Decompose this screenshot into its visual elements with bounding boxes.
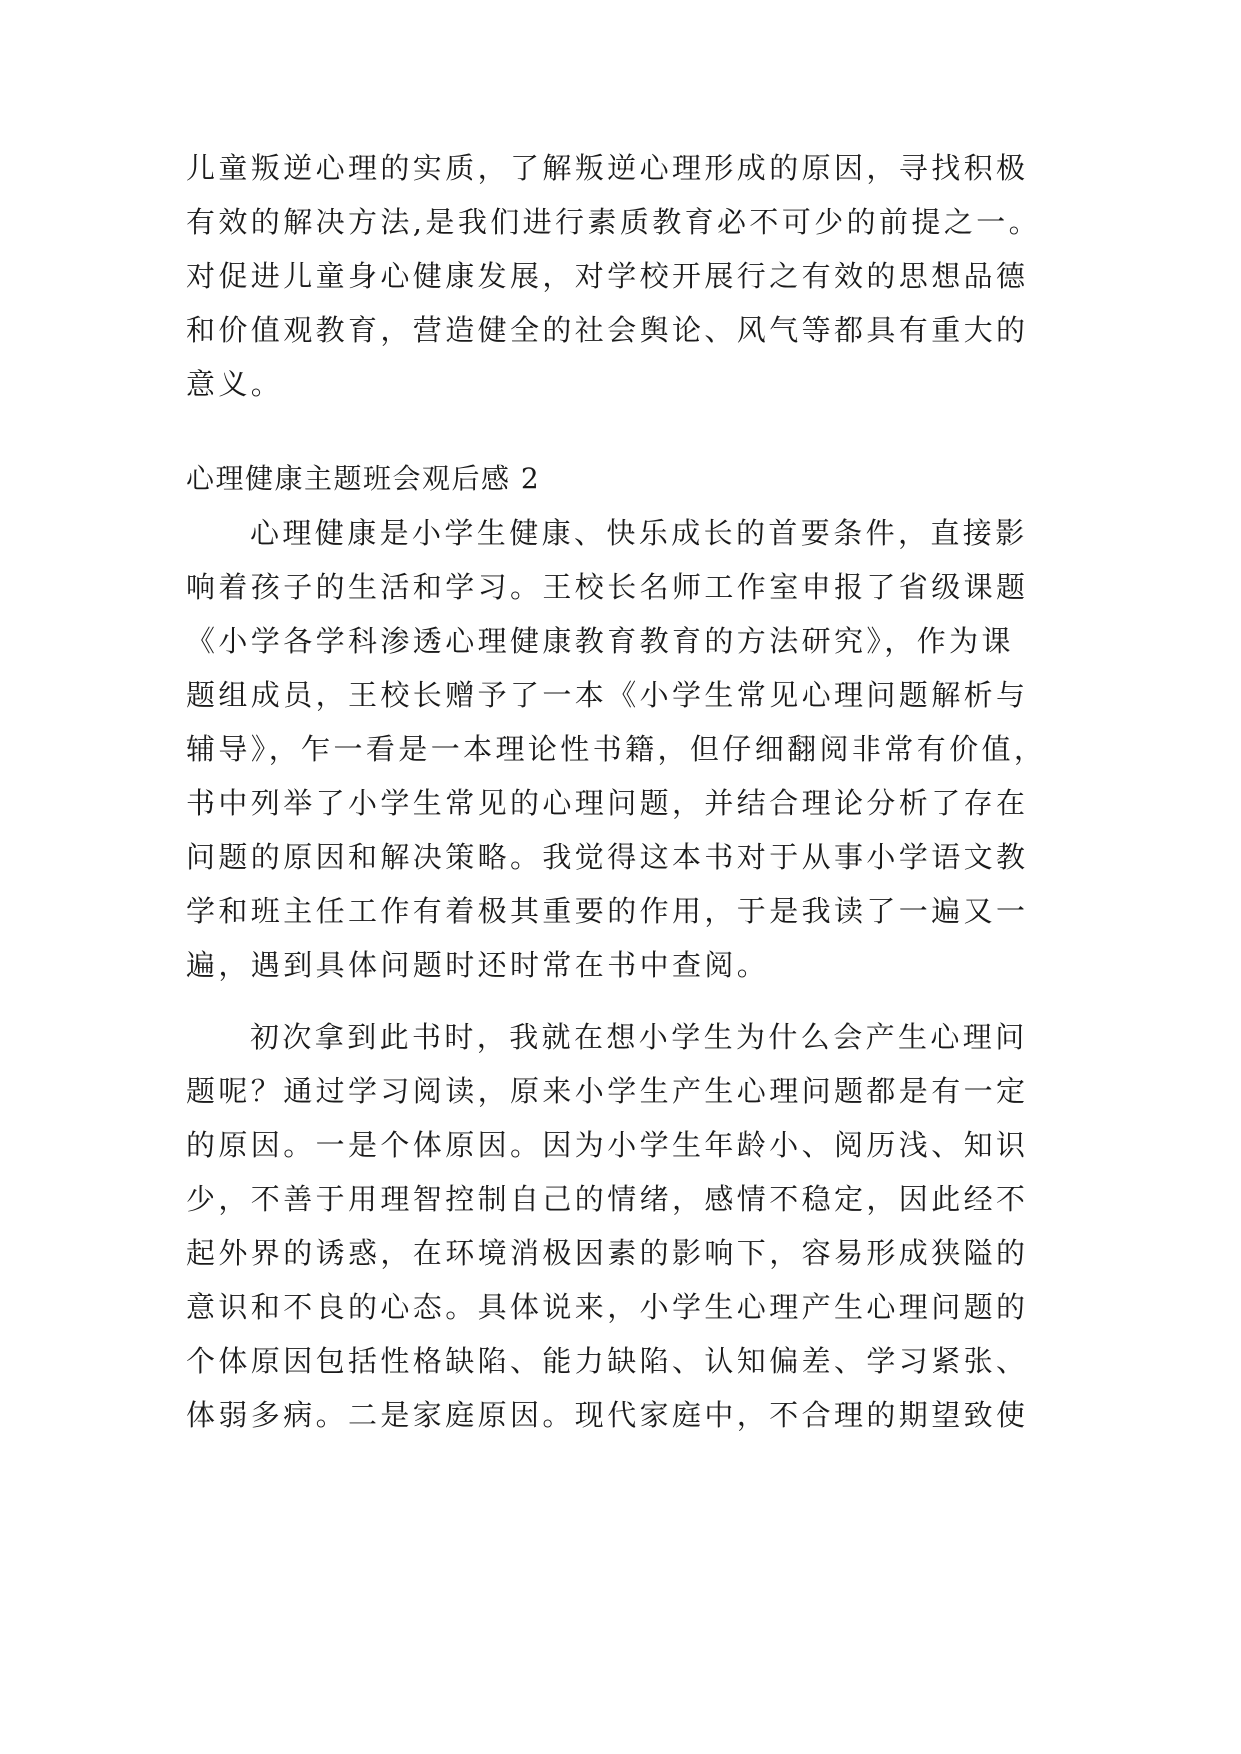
intro-line-4: 和价值观教育，营造健全的社会舆论、风气等都具有重大的 — [186, 313, 1029, 347]
para2-line-5: 起外界的诱惑，在环境消极因素的影响下，容易形成狭隘的 — [186, 1236, 1029, 1270]
para1-line-6: 书中列举了小学生常见的心理问题，并结合理论分析了存在 — [186, 786, 1029, 820]
para2-line-7: 个体原因包括性格缺陷、能力缺陷、认知偏差、学习紧张、 — [186, 1344, 1029, 1378]
para2-line-6: 意识和不良的心态。具体说来，小学生心理产生心理问题的 — [186, 1290, 1029, 1324]
para2-line-1: 初次拿到此书时，我就在想小学生为什么会产生心理问 — [250, 1020, 1028, 1054]
intro-line-3: 对促进儿童身心健康发展，对学校开展行之有效的思想品德 — [186, 259, 1029, 293]
intro-line-1: 儿童叛逆心理的实质，了解叛逆心理形成的原因，寻找积极 — [186, 151, 1029, 185]
para1-line-3: 《小学各学科渗透心理健康教育教育的方法研究》，作为课 — [186, 624, 1014, 658]
para1-line-5: 辅导》，乍一看是一本理论性书籍，但仔细翻阅非常有价值， — [186, 732, 1047, 766]
para2-line-3: 的原因。一是个体原因。因为小学生年龄小、阅历浅、知识 — [186, 1128, 1029, 1162]
para1-line-4: 题组成员，王校长赠予了一本《小学生常见心理问题解析与 — [186, 678, 1029, 712]
para1-line-9: 遍，遇到具体问题时还时常在书中查阅。 — [186, 948, 770, 982]
para1-line-1: 心理健康是小学生健康、快乐成长的首要条件，直接影 — [250, 516, 1028, 550]
para1-line-7: 问题的原因和解决策略。我觉得这本书对于从事小学语文教 — [186, 840, 1029, 874]
para2-line-4: 少，不善于用理智控制自己的情绪，感情不稳定，因此经不 — [186, 1182, 1029, 1216]
para2-line-8: 体弱多病。二是家庭原因。现代家庭中，不合理的期望致使 — [186, 1398, 1029, 1432]
para1-line-2: 响着孩子的生活和学习。王校长名师工作室申报了省级课题 — [186, 570, 1029, 604]
intro-line-5: 意义。 — [186, 367, 284, 401]
para2-line-2: 题呢？通过学习阅读，原来小学生产生心理问题都是有一定 — [186, 1074, 1029, 1108]
intro-line-2: 有效的解决方法,是我们进行素质教育必不可少的前提之一。 — [186, 205, 1042, 239]
para1-line-8: 学和班主任工作有着极其重要的作用，于是我读了一遍又一 — [186, 894, 1029, 928]
section-title: 心理健康主题班会观后感 2 — [186, 462, 541, 495]
